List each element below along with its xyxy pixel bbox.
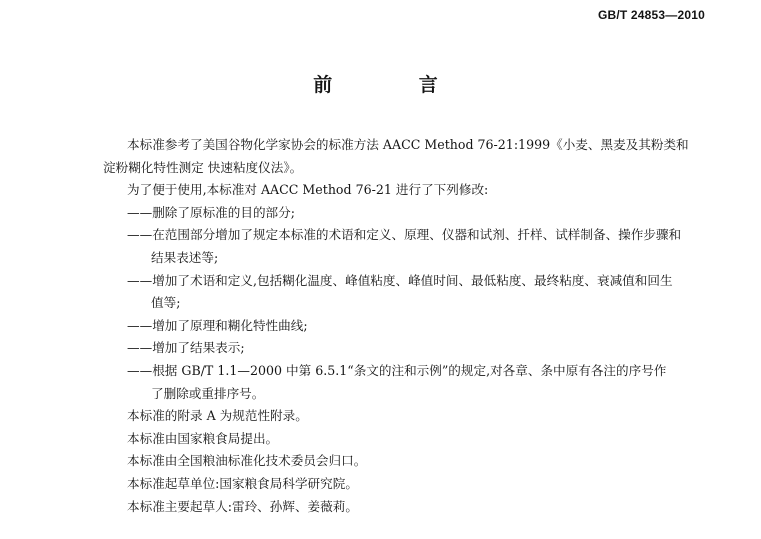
intro-line: 淀粉糊化特性测定 快速粘度仪法》。 <box>103 159 303 175</box>
modification-item-continuation: 结果表述等; <box>151 249 219 265</box>
page-title: 前 言 <box>313 74 478 96</box>
closing-line: 本标准的附录 A 为规范性附录。 <box>127 408 308 424</box>
modification-item: ——根据 GB/T 1.1—2000 中第 6.5.1“条文的注和示例”的规定,对各章、条中原有各注的序号作 <box>127 362 667 378</box>
modification-item: ——增加了术语和定义,包括糊化温度、峰值粘度、峰值时间、最低粘度、最终粘度、衰减值和回生 <box>127 272 673 288</box>
modification-item: ——在范围部分增加了规定本标准的术语和定义、原理、仪器和试剂、扦样、试样制备、操作步骤和 <box>127 227 682 243</box>
intro-line: 为了便于使用,本标准对 AACC Method 76-21 进行了下列修改: <box>127 182 489 198</box>
modification-item-continuation: 值等; <box>151 295 181 311</box>
modification-item: ——增加了结果表示; <box>127 340 245 356</box>
modification-item: ——增加了原理和糊化特性曲线; <box>127 317 308 333</box>
intro-line: 本标准参考了美国谷物化学家协会的标准方法 AACC Method 76-21:1999《小麦、黑麦及其粉类和 <box>127 137 689 152</box>
standard-code: GB/T 24853—2010 <box>597 8 705 22</box>
modification-item-continuation: 了删除或重排序号。 <box>151 385 265 401</box>
closing-line: 本标准起草单位:国家粮食局科学研究院。 <box>127 475 358 491</box>
foreword-body <box>103 134 717 518</box>
closing-line: 本标准主要起草人:雷玲、孙辉、姜薇莉。 <box>127 498 358 514</box>
modification-item: ——删除了原标准的目的部分; <box>127 204 295 220</box>
closing-line: 本标准由全国粮油标准化技术委员会归口。 <box>127 453 367 469</box>
closing-line: 本标准由国家粮食局提出。 <box>127 430 279 446</box>
